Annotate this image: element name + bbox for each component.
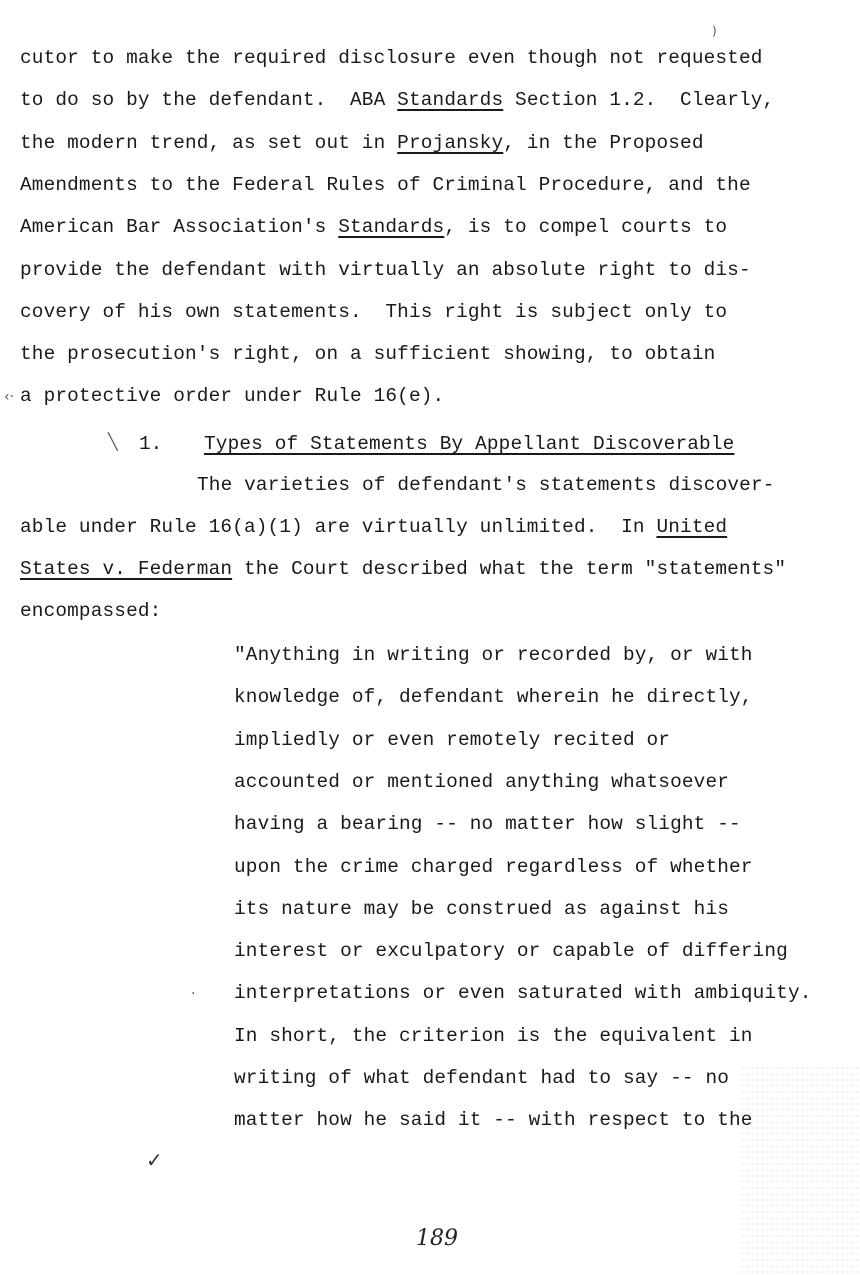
text-run: covery of his own statements. This right is subject only to: [20, 300, 728, 323]
text-run: the prosecution's right, on a sufficient showing, to obtain: [20, 343, 716, 366]
text-run: American Bar Association's: [20, 216, 339, 239]
quote-line: interpretations or even saturated with ambiquity.: [234, 982, 812, 1005]
text-run: Section 1.2. Clearly,: [503, 89, 775, 112]
underlined-citation: Standards: [338, 216, 445, 239]
text-line: [20, 515, 727, 539]
quote-line: having a bearing -- no matter how slight --: [234, 813, 741, 836]
quote-line: accounted or mentioned anything whatsoever: [234, 770, 730, 793]
margin-dot: ): [712, 24, 717, 38]
margin-dot: ·: [191, 986, 196, 1002]
section-title: Types of Statements By Appellant Discoverable: [204, 433, 735, 455]
text-line: [20, 131, 704, 155]
text-line: [20, 46, 763, 70]
margin-mark: ╲: [108, 432, 118, 451]
text-run: the modern trend, as set out in: [20, 131, 398, 154]
quote-line: impliedly or even remotely recited or: [234, 728, 671, 751]
scan-noise: [740, 1065, 860, 1275]
text-run: encompassed:: [20, 600, 162, 622]
text-line: [20, 599, 161, 623]
quote-line: matter how he said it -- with respect to the: [234, 1109, 753, 1132]
quote-line: upon the crime charged regardless of whether: [234, 855, 753, 878]
text-run: , is to compel courts to: [444, 216, 728, 239]
text-line: [20, 342, 715, 366]
text-run: cutor to make the required disclosure even though not requested: [20, 47, 763, 69]
text-line: [197, 473, 775, 497]
text-run: , in the Proposed: [503, 131, 704, 154]
text-line: [20, 88, 774, 112]
text-line: [20, 557, 786, 581]
quote-line: interest or exculpatory or capable of differing: [234, 940, 788, 963]
quote-line: In short, the criterion is the equivalent in: [234, 1024, 753, 1047]
quote-line: "Anything in writing or recorded by, or with: [234, 644, 753, 666]
section-number: 1.: [139, 433, 163, 455]
underlined-citation: States v. Federman: [20, 558, 233, 580]
text-run: to do so by the defendant. ABA: [20, 89, 398, 112]
text-run: able under Rule 16(a)(1) are virtually unlimited. In: [20, 516, 657, 538]
underlined-citation: United: [656, 516, 728, 538]
underlined-citation: Projansky: [397, 131, 504, 154]
text-line: [20, 300, 727, 324]
quote-line: writing of what defendant had to say -- no: [234, 1067, 730, 1089]
text-run: The varieties of defendant's statements discover-: [197, 474, 775, 496]
checkmark-icon: ✓: [146, 1148, 163, 1172]
text-line: [20, 173, 751, 197]
underlined-citation: Standards: [397, 89, 504, 112]
page-number: 189: [416, 1226, 458, 1251]
text-run: Amendments to the Federal Rules of Criminal Procedure, and the: [20, 173, 751, 196]
text-run: provide the defendant with virtually an absolute right to dis-: [20, 258, 751, 281]
text-line: [20, 258, 751, 282]
text-line: [20, 215, 727, 239]
quote-line: its nature may be construed as against his: [234, 897, 730, 920]
text-run: a protective order under Rule 16(e).: [20, 385, 445, 408]
quote-line: knowledge of, defendant wherein he directly,: [234, 686, 753, 709]
text-run: the Court described what the term "statements": [232, 558, 787, 580]
text-line: [20, 384, 444, 408]
margin-mark: ‹·: [4, 389, 15, 405]
